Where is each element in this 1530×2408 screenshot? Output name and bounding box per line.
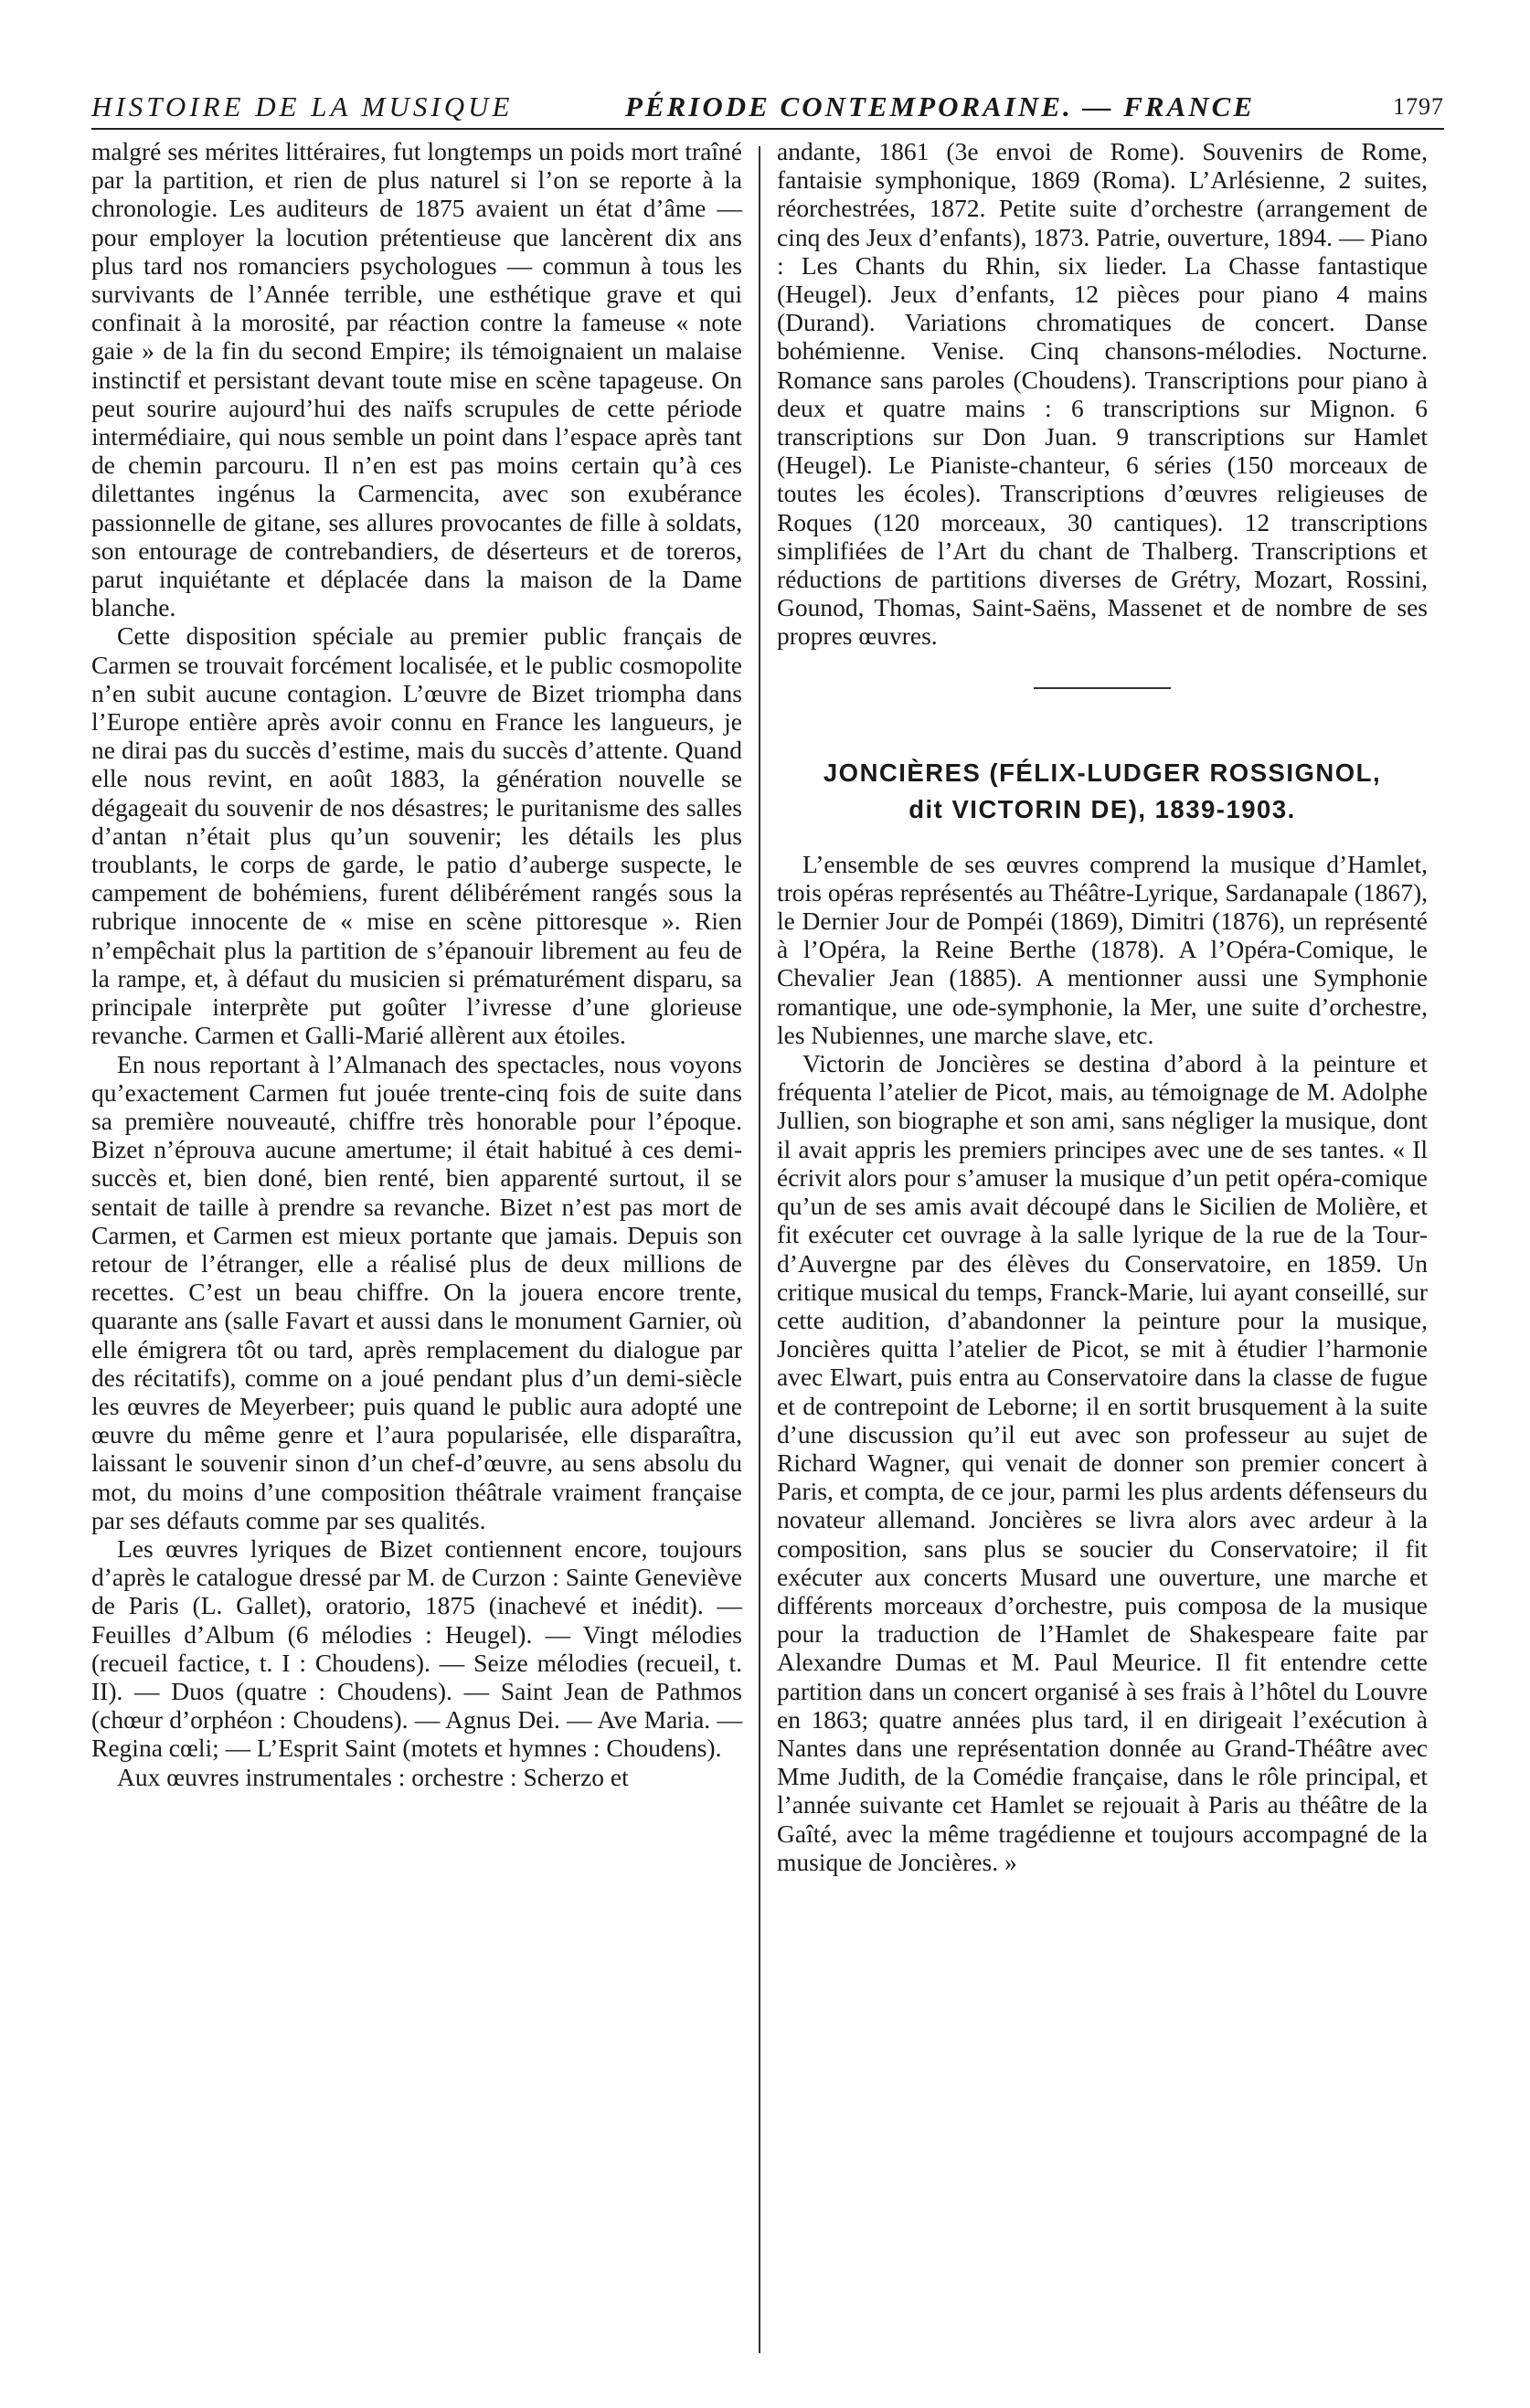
running-header	[91, 88, 1444, 126]
paragraph: malgré ses mérites littéraires, fut longtemps un poids mort traîné par la partition, et rien de plus naturel si l’on se reporte à la chronologie. Les auditeurs de 1875 avaient un état d’âme — pour employer la locution prétentieuse que lancèrent dix ans plus tard nos romanciers psychologues — commun à tous les survivants de l’Année terrible, une esthétique grave et qui confinait à la morosité, par réaction contre la fameuse « note gaie » de la fin du second Empire; ils témoignaient un malaise instinctif et persistant devant toute mise en scène tapageuse. On peut sourire aujourd’hui des naïfs scrupules de cette période intermédiaire, qui nous semble un point dans l’espace après tant de chemin parcouru. Il n’en est pas moins certain qu’à ces dilettantes ingénus la Carmencita, avec son exubérance passionnelle de gitane, ses allures provocantes de fille à soldats, son entourage de contrebandiers, de déserteurs et de toreros, parut inquiétante et déplacée dans la maison de la Dame blanche.	[91, 137, 742, 622]
paragraph: Les œuvres lyriques de Bizet contiennent encore, toujours d’après le catalogue dressé par M. de Curzon : Sainte Geneviève de Paris (L. Gallet), oratorio, 1875 (inachevé et inédit). — Feuilles d’Album (6 mélodies : Heugel). — Vingt mélodies (recueil factice, t. I : Choudens). — Seize mélodies (recueil, t. II). — Duos (quatre : Choudens). — Saint Jean de Pathmos (chœur d’orphéon : Choudens). — Agnus Dei. — Ave Maria. — Regina cœli; — L’Esprit Saint (motets et hymnes : Choudens).	[91, 1533, 742, 1763]
page-number: 1797	[1393, 93, 1444, 120]
section-heading	[777, 755, 1428, 828]
right-column	[777, 137, 1428, 1876]
paragraph: Victorin de Joncières se destina d’abord à la peinture et fréquenta l’atelier de Picot, mais, au témoignage de M. Adolphe Jullien, son biographe et son ami, sans négliger la musique, dont il avait appris les premiers principes avec une de ses tantes. « Il écrivit alors pour s’amuser la musique d’un petit opéra-comique qu’un de ses amis avait découpé dans le Sicilien de Molière, et fit exécuter cet ouvrage à la salle lyrique de la rue de la Tour-d’Auvergne par des élèves du Conservatoire, en 1859. Un critique musical du temps, Franck-Marie, lui ayant conseillé, sur cette audition, d’abandonner la peinture pour la musique, Joncières quitta l’atelier de Picot, se mit à étudier l’harmonie avec Elwart, puis entra au Conservatoire dans la classe de fugue et de contrepoint de Leborne; il en sortit brusquement à la suite d’une discussion qu’il eut avec son professeur au sujet de Richard Wagner, qui venait de donner son premier concert à Paris, et compta, de ce jour, parmi les plus ardents défenseurs du novateur allemand. Joncières se livra alors avec ardeur à la composition, sans plus se soucier du Conservatoire; il fit exécuter aux concerts Musard une ouverture, une marche et différents morceaux d’orchestre, puis composa de la musique pour la traduction de l’Hamlet de Shakespeare faite par Alexandre Dumas et M. Paul Meurice. Il fit entendre cette partition dans un concert organisé à ses frais à l’hôtel du Louvre en 1863; quatre années plus tard, il en dirigeait l’exécution à Nantes dans une représentation donnée au Grand-Théâtre avec Mme Judith, de la Comédie française, dans le rôle principal, et l’année suivante cet Hamlet se rejouait à Paris au théâtre de la Gaîté, avec la même tragédienne et toujours accompagné de la musique de Joncières. »	[777, 1049, 1428, 1876]
paragraph: L’ensemble de ses œuvres comprend la musique d’Hamlet, trois opéras représentés au Théâtre-Lyrique, Sardanapale (1867), le Dernier Jour de Pompéi (1869), Dimitri (1876), un représenté à l’Opéra, la Reine Berthe (1878). A l’Opéra-Comique, le Chevalier Jean (1885). A mentionner aussi une Symphonie romantique, une ode-symphonie, la Mer, une suite d’orchestre, les Nubiennes, une marche slave, etc.	[777, 849, 1428, 1049]
paragraph: Cette disposition spéciale au premier public français de Carmen se trouvait forcément localisée, et le public cosmopolite n’en subit aucune contagion. L’œuvre de Bizet triompha dans l’Europe entière après avoir connu en France les langueurs, je ne dirai pas du succès d’estime, mais du succès d’attente. Quand elle nous revint, en août 1883, la génération nouvelle se dégageait du souvenir de nos désastres; le puritanisme des salles d’antan n’était plus qu’un souvenir; les détails les plus troublants, le corps de garde, le patio d’auberge suspecte, le campement de bohémiens, furent délibérément rangés sous la rubrique innocente de « mise en scène pittoresque ». Rien n’empêchait plus la partition de s’épanouir librement au feu de la rampe, et, à défaut du musicien si prématurément disparu, sa principale interprète put goûter l’ivresse d’une glorieuse revanche. Carmen et Galli-Marié allèrent aux étoiles.	[91, 621, 742, 1050]
section-heading-line: JONCIÈRES (FÉLIX-LUDGER ROSSIGNOL,	[823, 758, 1382, 787]
header-left-title: HISTOIRE DE LA MUSIQUE	[91, 90, 514, 122]
left-column	[91, 137, 742, 1791]
paragraph: andante, 1861 (3e envoi de Rome). Souvenirs de Rome, fantaisie symphonique, 1869 (Roma). L’Arlésienne, 2 suites, réorchestrées, 1872. Petite suite d’orchestre (arrangement de cinq des Jeux d’enfants), 1873. Patrie, ouverture, 1894. — Piano : Les Chants du Rhin, six lieder. La Chasse fantastique (Heugel). Jeux d’enfants, 12 pièces pour piano 4 mains (Durand). Variations chromatiques de concert. Danse bohémienne. Venise. Cinq chansons-mélodies. Nocturne. Romance sans paroles (Choudens). Transcriptions pour piano à deux et quatre mains : 6 transcriptions sur Mignon. 6 transcriptions sur Don Juan. 9 transcriptions sur Hamlet (Heugel). Le Pianiste-chanteur, 6 séries (150 morceaux de toutes les écoles). Transcriptions d’œuvres religieuses de Roques (120 morceaux, 30 cantiques). 12 transcriptions simplifiées de l’Art du chant de Thalberg. Transcriptions et réductions de partitions diverses de Grétry, Mozart, Rossini, Gounod, Thomas, Saint-Saëns, Massenet et de nombre de ses propres œuvres.	[777, 137, 1428, 651]
header-rule	[91, 128, 1444, 130]
header-section-title: PÉRIODE CONTEMPORAINE. — FRANCE	[625, 90, 1256, 122]
paragraph: En nous reportant à l’Almanach des spectacles, nous voyons qu’exactement Carmen fut jouée trente-cinq fois de suite dans sa première nouveauté, chiffre très honorable pour l’époque. Bizet n’éprouva aucune amertume; il était habitué à ces demi-succès et, bien doné, bien renté, bien apparenté surtout, il se sentait de taille à prendre sa revanche. Bizet n’est pas mort de Carmen, et Carmen est mieux portante que jamais. Depuis son retour de l’étranger, elle a réalisé plus de deux millions de recettes. C’est un beau chiffre. On la jouera encore trente, quarante ans (salle Favart et aussi dans le monument Garnier, où elle émigrera tôt ou tard, après remplacement du dialogue par des récitatifs), comme on a joué pendant plus d’un demi-siècle les œuvres de Meyerbeer; puis quand le public aura adopté une œuvre du même genre et l’aura popularisée, elle disparaîtra, laissant le souvenir sinon d’un chef-d’œuvre, au sens absolu du mot, du moins d’une composition théâtrale vraiment française par ses défauts comme par ses qualités.	[91, 1049, 742, 1534]
column-divider	[759, 146, 760, 2353]
paragraph: Aux œuvres instrumentales : orchestre : Scherzo et	[117, 1762, 629, 1791]
section-heading-line: dit VICTORIN DE), 1839-1903.	[908, 794, 1296, 823]
section-separator	[1034, 687, 1171, 689]
